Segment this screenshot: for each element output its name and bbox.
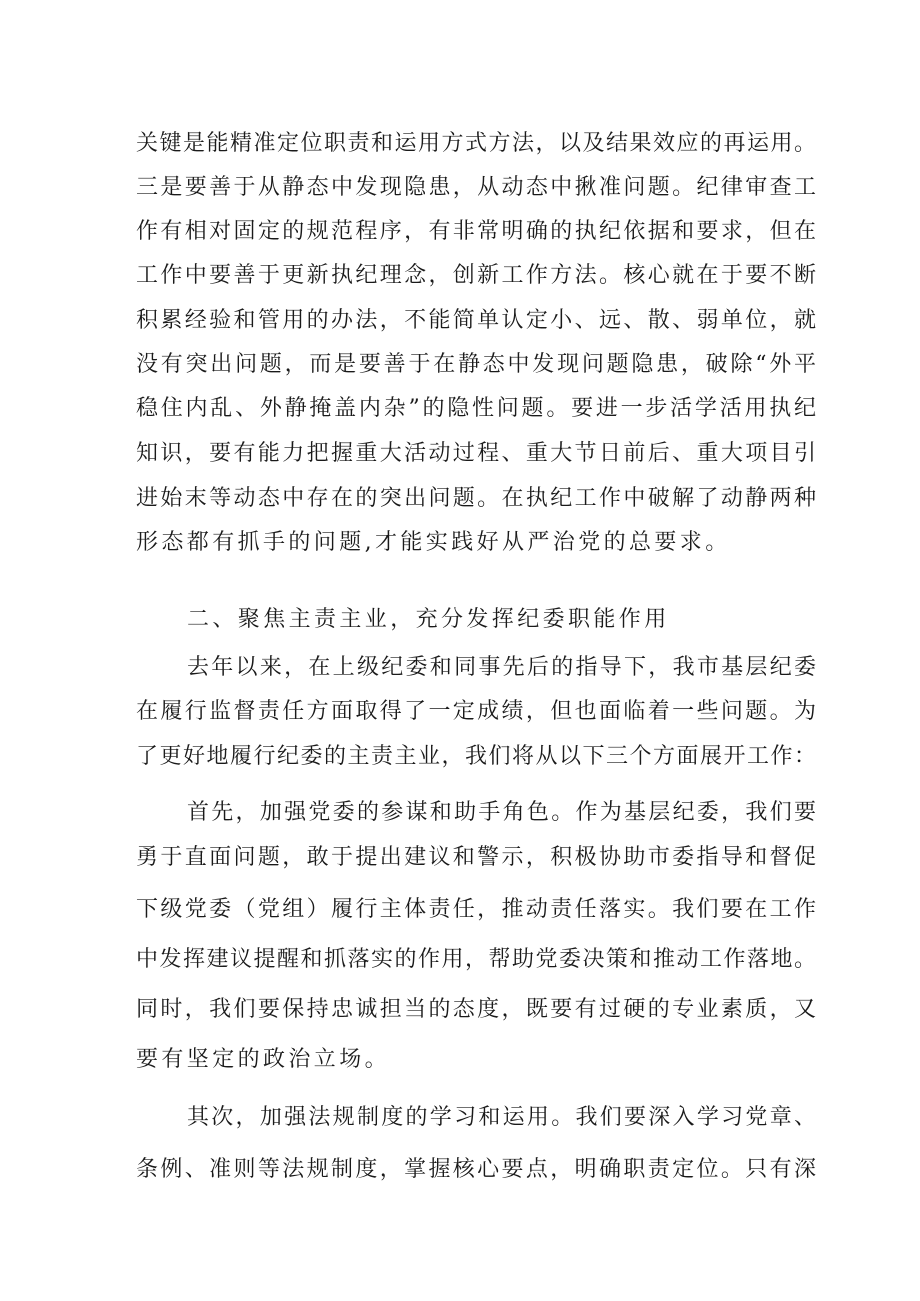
paragraph-line: 没有突出问题，而是要善于在静态中发现问题隐患，破除“外平 <box>136 352 816 377</box>
paragraph-line: 三是要善于从静态中发现隐患，从动态中揪准问题。纪律审查工 <box>136 175 816 200</box>
paragraph-line: 其次，加强法规制度的学习和运用。我们要深入学习党章、 <box>187 1105 816 1130</box>
paragraph-line: 中发挥建议提醒和抓落实的作用，帮助党委决策和推动工作落地。 <box>136 947 816 972</box>
paragraph-line: 关键是能精准定位职责和运用方式方法，以及结果效应的再运用。 <box>136 131 816 156</box>
paragraph-line: 下级党委（党组）履行主体责任，推动责任落实。我们要在工作 <box>136 897 816 922</box>
paragraph-line: 知识，要有能力把握重大活动过程、重大节日前后、重大项目引 <box>136 441 816 466</box>
paragraph-line: 形态都有抓手的问题,才能实践好从严治党的总要求。 <box>136 530 731 555</box>
paragraph-line: 进始末等动态中存在的突出问题。在执纪工作中破解了动静两种 <box>136 486 816 511</box>
paragraph-line: 稳住内乱、外静掩盖内杂”的隐性问题。要进一步活学活用执纪 <box>136 396 816 421</box>
paragraph-line: 条例、准则等法规制度，掌握核心要点，明确职责定位。只有深 <box>136 1157 816 1182</box>
paragraph-line: 勇于直面问题，敢于提出建议和警示，积极协助市委指导和督促 <box>136 845 816 870</box>
paragraph-line: 要有坚定的政治立场。 <box>136 1047 391 1072</box>
paragraph-line: 去年以来，在上级纪委和同事先后的指导下，我市基层纪委 <box>187 655 816 680</box>
paragraph-line: 工作中要善于更新执纪理念，创新工作方法。核心就在于要不断 <box>136 263 816 288</box>
section-heading: 二、聚焦主责主业，充分发挥纪委职能作用 <box>187 607 670 632</box>
paragraph-line: 作有相对固定的规范程序，有非常明确的执纪依据和要求，但在 <box>136 219 816 244</box>
paragraph-line: 同时，我们要保持忠诚担当的态度，既要有过硬的专业素质，又 <box>136 997 816 1022</box>
paragraph-line: 了更好地履行纪委的主责主业，我们将从以下三个方面展开工作： <box>136 744 816 769</box>
paragraph-line: 在履行监督责任方面取得了一定成绩，但也面临着一些问题。为 <box>136 699 816 724</box>
paragraph-line: 首先，加强党委的参谋和助手角色。作为基层纪委，我们要 <box>187 800 816 825</box>
paragraph-line: 积累经验和管用的办法，不能简单认定小、远、散、弱单位，就 <box>136 308 816 333</box>
